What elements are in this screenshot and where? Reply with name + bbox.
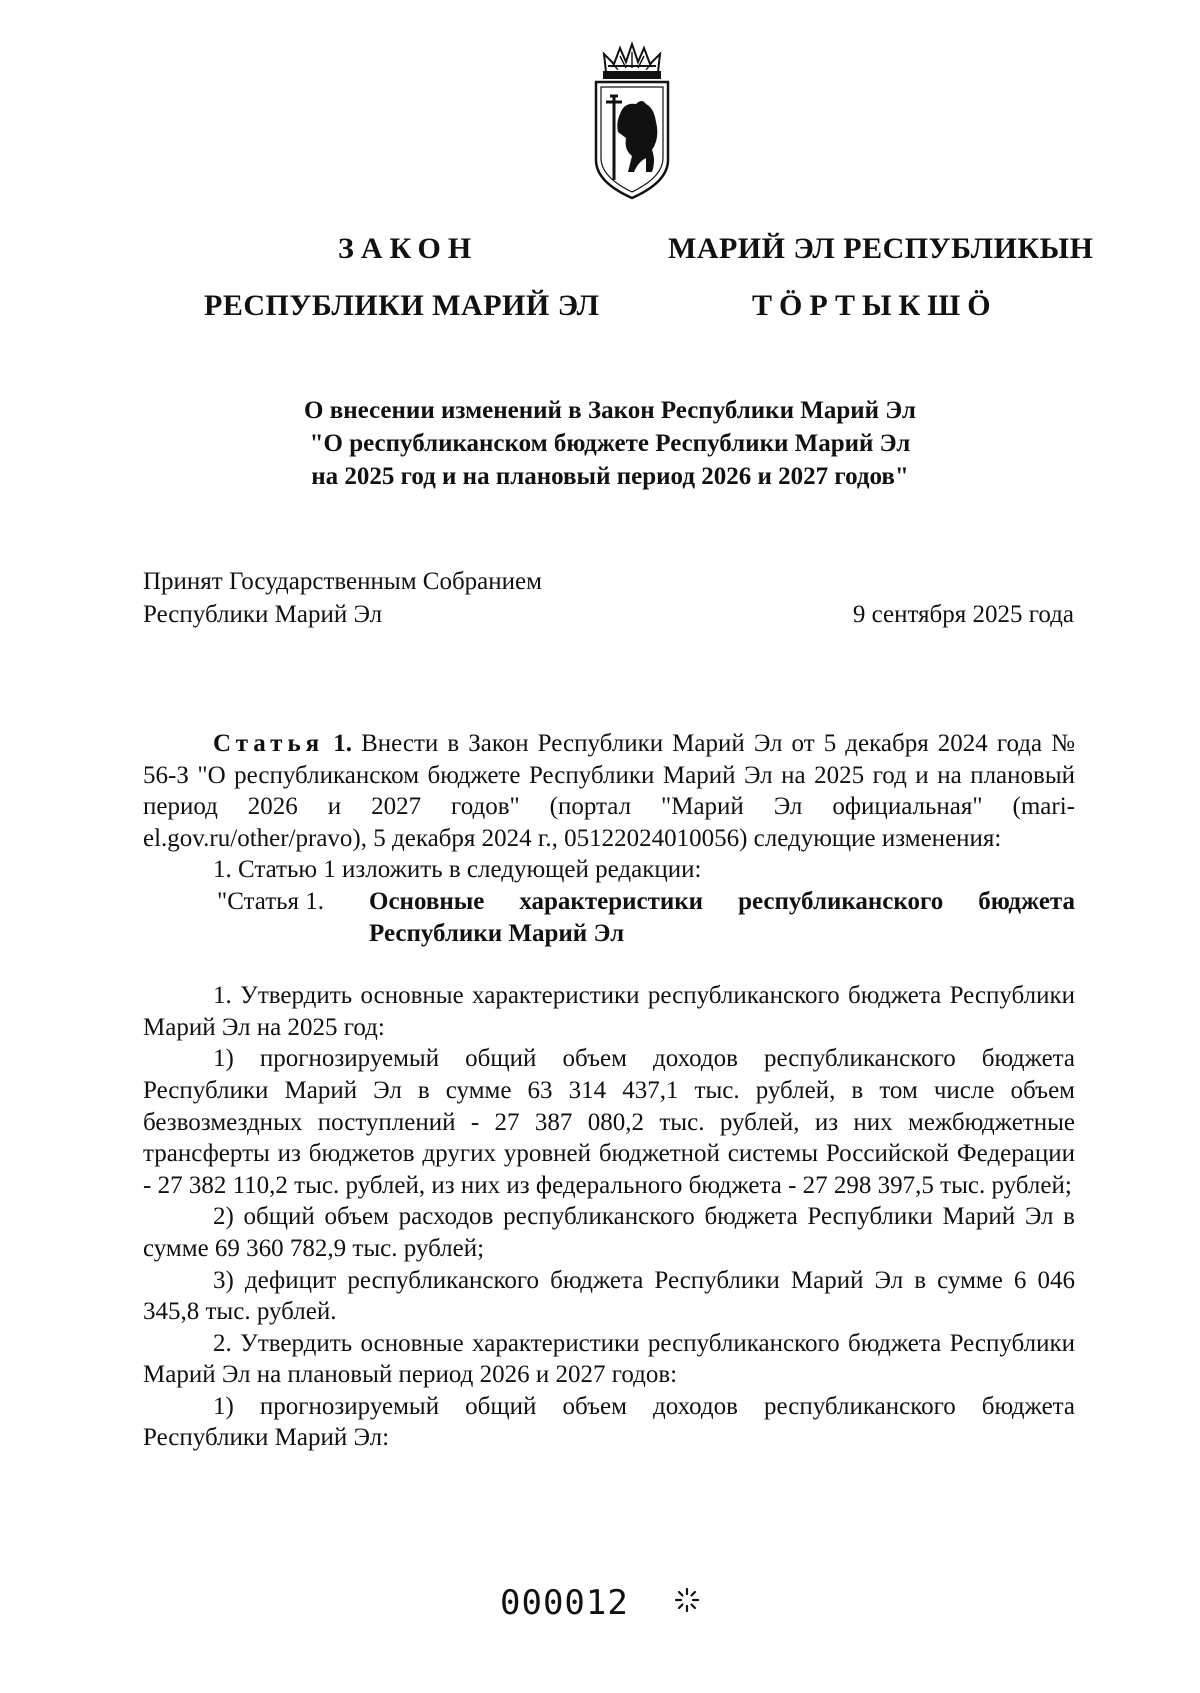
adoption-line-2: Республики Марий Эл <box>143 601 383 628</box>
paragraph-1-2: 2) общий объем расходов республиканского бюджета Республики Марий Эл в сумме 69 360 782,9 тыс. рублей; <box>143 1203 1075 1262</box>
paragraph-1-3: 3) дефицит республиканского бюджета Республики Марий Эл в сумме 6 046 345,8 тыс. рублей. <box>143 1266 1075 1326</box>
article-1-item-1: 1. Статью 1 изложить в следующей редакции: <box>213 856 702 884</box>
article-1-text: Внести в Закон Республики Марий Эл от 5 декабря 2024 года № 56-З "О республиканском бюджете Республики Марий Эл на 2025 год и на плановый период 2026 и 2027 годов" (портал "Марий Эл официальная" (mari-el.gov.ru/other/pravo), 5 декабря 2024 г., 05122024010056) следующие изменения: <box>143 730 1076 852</box>
page-serial-number: 000012 <box>500 1583 629 1623</box>
article-number: 1. <box>333 730 353 757</box>
asterisk-icon <box>672 1585 702 1615</box>
header-mari-law-title: ТӦРТЫКШӦ <box>752 289 998 322</box>
article-label: Статья <box>213 730 325 757</box>
title-line-3: на 2025 год и на плановый период 2026 и 2027 годов" <box>311 463 909 490</box>
title-line-1: О внесении изменений в Закон Республики Марий Эл <box>304 397 916 424</box>
amended-article-heading <box>143 886 1075 949</box>
article-1 <box>143 728 1075 1454</box>
adoption-block <box>143 565 542 631</box>
amended-article-label: "Статья 1. <box>217 887 325 915</box>
header-republic-name: РЕСПУБЛИКИ МАРИЙ ЭЛ <box>204 289 600 322</box>
amended-article-title: Основные характеристики республиканского бюджета Республики Марий Эл <box>369 887 1075 947</box>
article-1-intro <box>143 728 1075 854</box>
paragraph-1: 1. Утвердить основные характеристики республиканского бюджета Республики Марий Эл на 2025 год: <box>143 982 1075 1041</box>
document-title <box>140 394 1080 493</box>
adoption-date: 9 сентября 2025 года <box>852 601 1074 628</box>
coat-of-arms-emblem <box>590 42 674 202</box>
title-line-2: "О республиканском бюджете Республики Марий Эл <box>309 430 911 457</box>
header-law-title: ЗАКОН <box>338 232 479 265</box>
adoption-line-1: Принят Государственным Собранием <box>143 568 542 595</box>
paragraph-2-1: 1) прогнозируемый общий объем доходов республиканского бюджета Республики Марий Эл: <box>143 1392 1075 1452</box>
paragraph-1-1: 1) прогнозируемый общий объем доходов республиканского бюджета Республики Марий Эл в сумме 63 314 437,1 тыс. рублей, в том числе объем безвозмездных поступлений - 27 387 080,2 тыс. рублей, из них межбюджетные трансферты из бюджетов других уровней бюджетной системы Российской Федерации - 27 382 110,2 тыс. рублей, из них из федерального бюджета - 27 298 397,5 тыс. рублей; <box>143 1045 1075 1199</box>
paragraph-2: 2. Утвердить основные характеристики республиканского бюджета Республики Марий Эл на плановый период 2026 и 2027 годов: <box>143 1329 1075 1389</box>
header-mari-republic: МАРИЙ ЭЛ РЕСПУБЛИКЫН <box>668 232 1094 265</box>
